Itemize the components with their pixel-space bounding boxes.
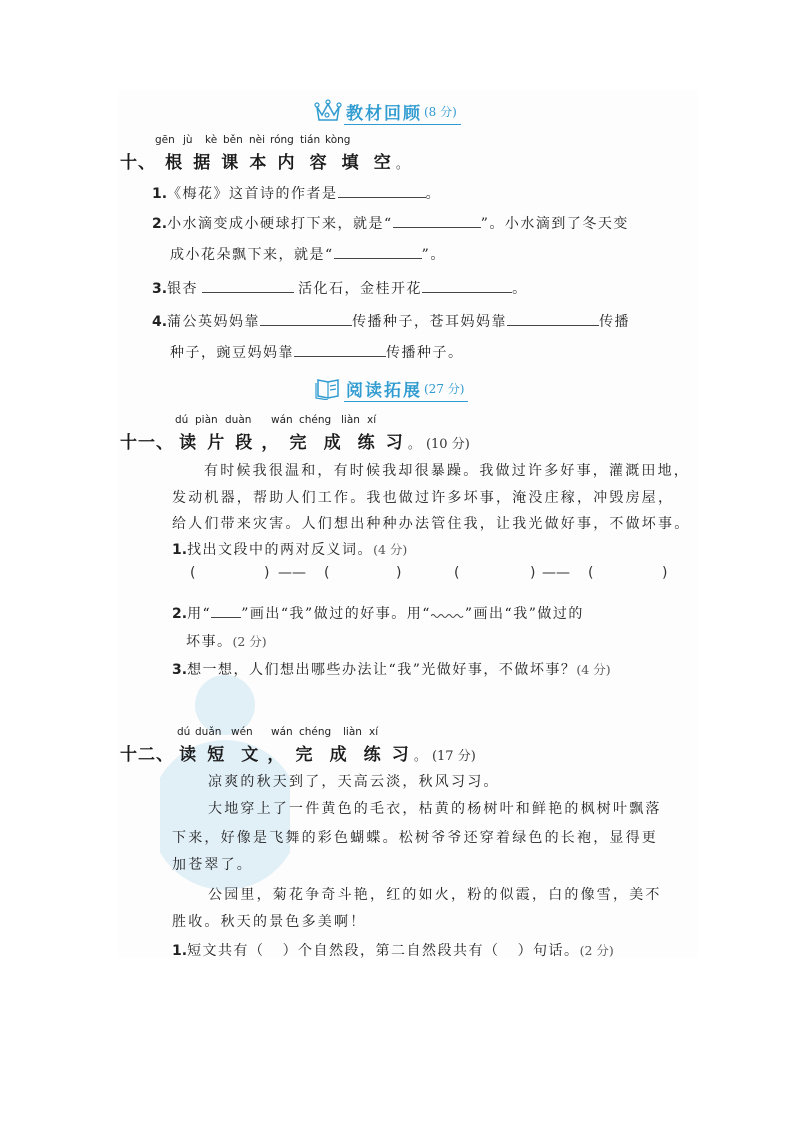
q10-item-3 bbox=[152, 278, 528, 298]
item-score: (4 分) bbox=[373, 542, 408, 557]
close-paren: ) bbox=[396, 565, 402, 581]
q11-item-2-cont bbox=[186, 631, 267, 651]
heading-char: ， bbox=[261, 433, 279, 453]
heading-char: 文 bbox=[241, 745, 259, 765]
q11-passage-line: 给人们带来灾害。人们想出种种办法管住我，让我光做好事，不做坏事。 bbox=[172, 516, 691, 532]
heading-char: 短 bbox=[207, 745, 225, 765]
q11-item-1 bbox=[172, 539, 407, 559]
section-title: 教材回顾 bbox=[346, 103, 422, 124]
antonym-blank[interactable] bbox=[332, 567, 392, 583]
q12-passage-line: 胜收。秋天的景色多美啊！ bbox=[172, 914, 367, 930]
pinyin: liàn bbox=[341, 414, 360, 426]
q11-passage-line: 发动机器，帮助人们工作。我也做过许多坏事，淹没庄稼，冲毁房屋， bbox=[172, 490, 675, 506]
pinyin: wán bbox=[271, 414, 293, 426]
heading-char: 内 bbox=[277, 153, 295, 173]
q10-item-2-cont bbox=[170, 244, 446, 264]
heading-char: 练 bbox=[357, 433, 375, 453]
heading-char: 容 bbox=[309, 153, 327, 173]
pinyin: chéng bbox=[299, 726, 332, 738]
pinyin: kè bbox=[205, 134, 218, 146]
item-text: 传播 bbox=[599, 314, 631, 330]
item-text: 成小花朵飘下来，就是“ bbox=[170, 247, 334, 263]
item-text: 传播种子。 bbox=[386, 345, 464, 361]
antonym-blank[interactable] bbox=[596, 567, 658, 583]
item-number: 1. bbox=[152, 186, 168, 202]
item-text: 活化石，金桂开花 bbox=[298, 281, 423, 297]
open-paren: ( bbox=[324, 565, 330, 581]
q12-heading bbox=[120, 740, 476, 765]
item-text: 小水滴变成小硬球打下来，就是“ bbox=[167, 216, 393, 232]
heading-char: 段 bbox=[235, 433, 253, 453]
q10-item-2 bbox=[152, 213, 629, 233]
item-number: 2. bbox=[172, 606, 188, 622]
heading-char: 读 bbox=[179, 745, 197, 765]
section-underline bbox=[344, 401, 468, 403]
heading-char: ， bbox=[267, 745, 285, 765]
item-text: 找出文段中的两对反义词。 bbox=[187, 542, 374, 558]
dash: —— bbox=[542, 565, 570, 581]
item-text: 。 bbox=[512, 281, 528, 297]
section-banner-reading-extension bbox=[314, 374, 464, 402]
heading-char: 习 bbox=[391, 745, 409, 765]
item-number: 3. bbox=[152, 281, 168, 297]
close-paren: ) bbox=[662, 565, 668, 581]
pinyin: róng bbox=[270, 134, 294, 146]
wavy-underline-sample-icon bbox=[431, 608, 465, 618]
item-score: (2 分) bbox=[232, 634, 267, 649]
heading-char: 空 bbox=[373, 153, 391, 173]
item-text: 蒲公英妈妈靠 bbox=[167, 314, 261, 330]
pinyin: běn bbox=[223, 134, 243, 146]
q10-heading bbox=[120, 148, 409, 173]
open-paren: ( bbox=[190, 565, 196, 581]
pinyin: wén bbox=[231, 726, 253, 738]
q11-heading bbox=[120, 428, 470, 453]
question-score: (17 分) bbox=[431, 749, 476, 764]
q12-passage-line: 下来，好像是飞舞的彩色蝴蝶。松树爷爷还穿着绿色的长袍，显得更 bbox=[172, 830, 658, 846]
section-score: (27 分) bbox=[424, 381, 465, 396]
item-text: 坏事。 bbox=[186, 634, 233, 650]
q10-item-4 bbox=[152, 311, 630, 331]
straight-underline-sample bbox=[211, 605, 241, 618]
item-number: 2. bbox=[152, 216, 168, 232]
book-icon bbox=[314, 376, 342, 400]
q12-passage-line: 加苍翠了。 bbox=[172, 857, 253, 873]
end-mark: 。 bbox=[413, 749, 427, 764]
heading-char: 完 bbox=[289, 433, 307, 453]
antonym-blank[interactable] bbox=[462, 567, 526, 583]
pinyin: liàn bbox=[343, 726, 362, 738]
section-underline bbox=[344, 124, 461, 126]
pinyin: gēn bbox=[155, 134, 175, 146]
item-text: 银杏 bbox=[167, 281, 199, 297]
item-text: 用“ bbox=[187, 606, 212, 622]
pinyin: jù bbox=[183, 134, 193, 146]
pinyin: nèi bbox=[249, 134, 266, 146]
end-mark: 。 bbox=[407, 437, 421, 452]
item-text: ”画出“我”做过的 bbox=[464, 606, 584, 622]
item-text: ）句话。 bbox=[517, 943, 580, 959]
heading-char: 课 bbox=[221, 153, 239, 173]
question-number: 十、 bbox=[120, 153, 156, 173]
item-text: 传播种子，苍耳妈妈靠 bbox=[352, 314, 508, 330]
pinyin: duàn bbox=[225, 414, 252, 426]
item-number: 1. bbox=[172, 542, 188, 558]
q12-passage-line: 凉爽的秋天到了，天高云淡，秋风习习。 bbox=[208, 774, 500, 790]
heading-char: 成 bbox=[329, 745, 347, 765]
heading-char: 填 bbox=[341, 153, 359, 173]
item-text: ”。小水滴到了冬天变 bbox=[480, 216, 629, 232]
pinyin: dú bbox=[175, 414, 189, 426]
item-number: 1. bbox=[172, 943, 188, 959]
pinyin: xí bbox=[369, 726, 379, 738]
item-text: ”画出“我”做过的好事。用“ bbox=[241, 606, 431, 622]
q10-item-4-cont bbox=[170, 342, 464, 362]
end-mark: 。 bbox=[395, 157, 409, 172]
item-score: (4 分) bbox=[576, 662, 611, 677]
item-text: 。 bbox=[425, 186, 442, 202]
heading-char: 习 bbox=[385, 433, 403, 453]
pinyin: wán bbox=[271, 726, 293, 738]
item-text: 《梅花》这首诗的作者是 bbox=[167, 186, 338, 202]
pinyin: piàn bbox=[195, 414, 218, 426]
item-text: ”。 bbox=[421, 247, 446, 263]
item-score: (2 分) bbox=[579, 943, 614, 958]
q11-item-3-answer-area[interactable] bbox=[172, 684, 692, 724]
answer-blank[interactable] bbox=[260, 313, 352, 326]
dash: —— bbox=[278, 565, 306, 581]
item-number: 3. bbox=[172, 662, 188, 678]
q11-item-3 bbox=[172, 659, 611, 679]
heading-char: 根 bbox=[165, 153, 183, 173]
q10-item-1 bbox=[152, 183, 441, 203]
item-number: 4. bbox=[152, 314, 168, 330]
answer-blank[interactable] bbox=[334, 246, 422, 259]
answer-blank[interactable] bbox=[422, 280, 512, 293]
item-text: ）个自然段，第二自然段共有（ bbox=[282, 943, 500, 959]
pinyin: duǎn bbox=[195, 726, 222, 738]
close-paren: ) bbox=[264, 565, 270, 581]
item-text: 种子，豌豆妈妈靠 bbox=[170, 345, 294, 361]
antonym-blank[interactable] bbox=[198, 567, 260, 583]
q12-item-1 bbox=[172, 940, 614, 960]
section-score: (8 分) bbox=[424, 104, 457, 119]
q11-passage-line: 有时候我很温和，有时候我却很暴躁。我做过许多好事，灌溉田地， bbox=[204, 463, 690, 479]
q12-passage-line: 大地穿上了一件黄色的毛衣，枯黄的杨树叶和鲜艳的枫树叶飘落 bbox=[208, 801, 662, 817]
question-number: 十二、 bbox=[120, 745, 174, 765]
heading-char: 读 bbox=[179, 433, 197, 453]
heading-char: 成 bbox=[323, 433, 341, 453]
heading-char: 完 bbox=[295, 745, 313, 765]
answer-blank[interactable] bbox=[202, 280, 294, 293]
crown-icon bbox=[314, 99, 342, 123]
pinyin: dú bbox=[177, 726, 191, 738]
question-score: (10 分) bbox=[425, 437, 470, 452]
item-text: 想一想，人们想出哪些办法让“我”光做好事，不做坏事？ bbox=[187, 662, 577, 678]
heading-char: 本 bbox=[249, 153, 267, 173]
section-title: 阅读拓展 bbox=[346, 380, 422, 401]
q11-item-2 bbox=[172, 603, 584, 623]
pinyin: kòng bbox=[325, 134, 351, 146]
item-text: 短文共有（ bbox=[187, 943, 265, 959]
open-paren: ( bbox=[588, 565, 594, 581]
open-paren: ( bbox=[454, 565, 460, 581]
question-number: 十一、 bbox=[120, 433, 174, 453]
heading-char: 片 bbox=[207, 433, 225, 453]
heading-char: 据 bbox=[193, 153, 211, 173]
pinyin: xí bbox=[367, 414, 377, 426]
section-banner-textbook-review bbox=[314, 97, 457, 125]
answer-blank[interactable] bbox=[507, 313, 599, 326]
antonym-pairs bbox=[190, 565, 690, 585]
pinyin: chéng bbox=[299, 414, 332, 426]
heading-char: 练 bbox=[363, 745, 381, 765]
pinyin: tián bbox=[300, 134, 321, 146]
close-paren: ) bbox=[530, 565, 536, 581]
answer-blank[interactable] bbox=[393, 215, 481, 228]
answer-blank[interactable] bbox=[338, 185, 426, 198]
q12-passage-line: 公园里，菊花争奇斗艳，红的如火，粉的似霞，白的像雪，美不 bbox=[208, 887, 662, 903]
answer-blank[interactable] bbox=[294, 344, 386, 357]
